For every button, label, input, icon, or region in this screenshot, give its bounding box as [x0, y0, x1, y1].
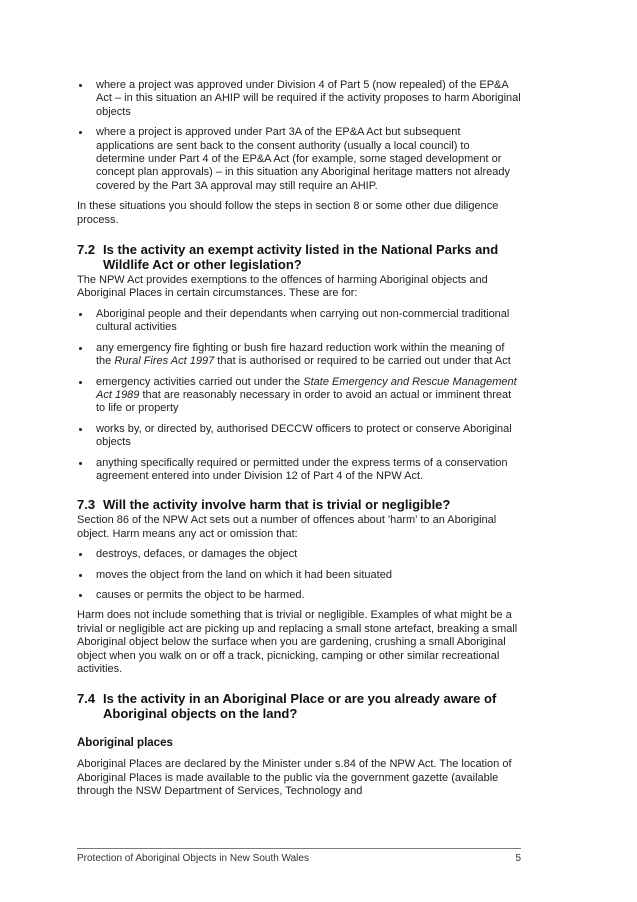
harm-list	[77, 548, 521, 602]
page-footer	[77, 848, 521, 865]
list-item: where a project is approved under Part 3A of the EP&A Act but subsequent applications are sent back to the consent authority (usually a local council) to determine under Part 4 of the EP&A Act (for example, some staged development or concept plan approvals) – in this situation any Aboriginal heritage matters not already covered by the Part 3A approval may still require an AHIP.	[77, 126, 521, 193]
section-7-2-paragraph: The NPW Act provides exemptions to the offences of harming Aboriginal objects and Aboriginal Places in certain circumstances. These are for:	[77, 274, 488, 300]
section-number: 7.2	[77, 242, 96, 258]
exemption-list	[77, 308, 521, 483]
list-item: where a project was approved under Division 4 of Part 5 (now repealed) of the EP&A Act – in this situation an AHIP will be required if the activity proposes to harm Aboriginal objects	[77, 79, 521, 119]
list-item: emergency activities carried out under the State Emergency and Rescue Management Act 1989 that are reasonably necessary in order to avoid an actual or imminent threat to life or property	[77, 376, 521, 416]
list-item: moves the object from the land on which it had been situated	[77, 569, 521, 582]
section-title-text: Will the activity involve harm that is trivial or negligible?	[103, 497, 451, 513]
list-item: Aboriginal people and their dependants when carrying out non-commercial traditional cultural activities	[77, 308, 521, 335]
act-title: State Emergency and Rescue Management Act 1989	[96, 375, 517, 401]
section-title-text: Is the activity an exempt activity listed in the National Parks and Wildlife Act or other legislation?	[103, 242, 499, 273]
section-heading-7-4	[77, 691, 521, 721]
section-heading-7-3	[77, 497, 521, 512]
footer-title: Protection of Aboriginal Objects in New South Wales	[77, 853, 309, 864]
intro-paragraph: In these situations you should follow the steps in section 8 or some other due diligence process.	[77, 200, 499, 226]
list-item: anything specifically required or permitted under the express terms of a conservation agreement entered into under Division 12 of Part 4 of the NPW Act.	[77, 457, 521, 484]
section-number: 7.3	[77, 497, 96, 513]
list-item: causes or permits the object to be harmed.	[77, 589, 521, 602]
page-content	[77, 79, 521, 799]
act-title: Rural Fires Act 1997	[114, 355, 215, 368]
page-number: 5	[515, 853, 521, 864]
list-item: destroys, defaces, or damages the object	[77, 548, 521, 561]
section-7-3-paragraph-2: Harm does not include something that is trivial or negligible. Examples of what might be a trivial or negligible act are picking up and replacing a small stone artefact, breaking a small Aboriginal object below the surface when you are gardening, crushing a small Aboriginal object when you walk on or off a track, picnicking, camping or other similar recreational activities.	[77, 609, 518, 675]
section-title-text: Is the activity in an Aboriginal Place or are you already aware of Aboriginal objects on the land?	[103, 691, 497, 722]
subheading-aboriginal-places: Aboriginal places	[77, 737, 173, 750]
section-7-3-paragraph: Section 86 of the NPW Act sets out a number of offences about 'harm' to an Aboriginal object. Harm means any act or omission that:	[77, 514, 497, 540]
section-7-4-paragraph: Aboriginal Places are declared by the Minister under s.84 of the NPW Act. The location of Aboriginal Places is made available to the public via the government gazette (available through the NSW Department of Services, Technology and	[77, 758, 512, 798]
list-item: works by, or directed by, authorised DECCW officers to protect or conserve Aboriginal objects	[77, 423, 521, 450]
section-heading-7-2	[77, 242, 521, 272]
list-item: any emergency fire fighting or bush fire hazard reduction work within the meaning of the Rural Fires Act 1997 that is authorised or required to be carried out under that Act	[77, 342, 521, 369]
section-number: 7.4	[77, 691, 96, 707]
intro-bullet-list	[77, 79, 521, 193]
